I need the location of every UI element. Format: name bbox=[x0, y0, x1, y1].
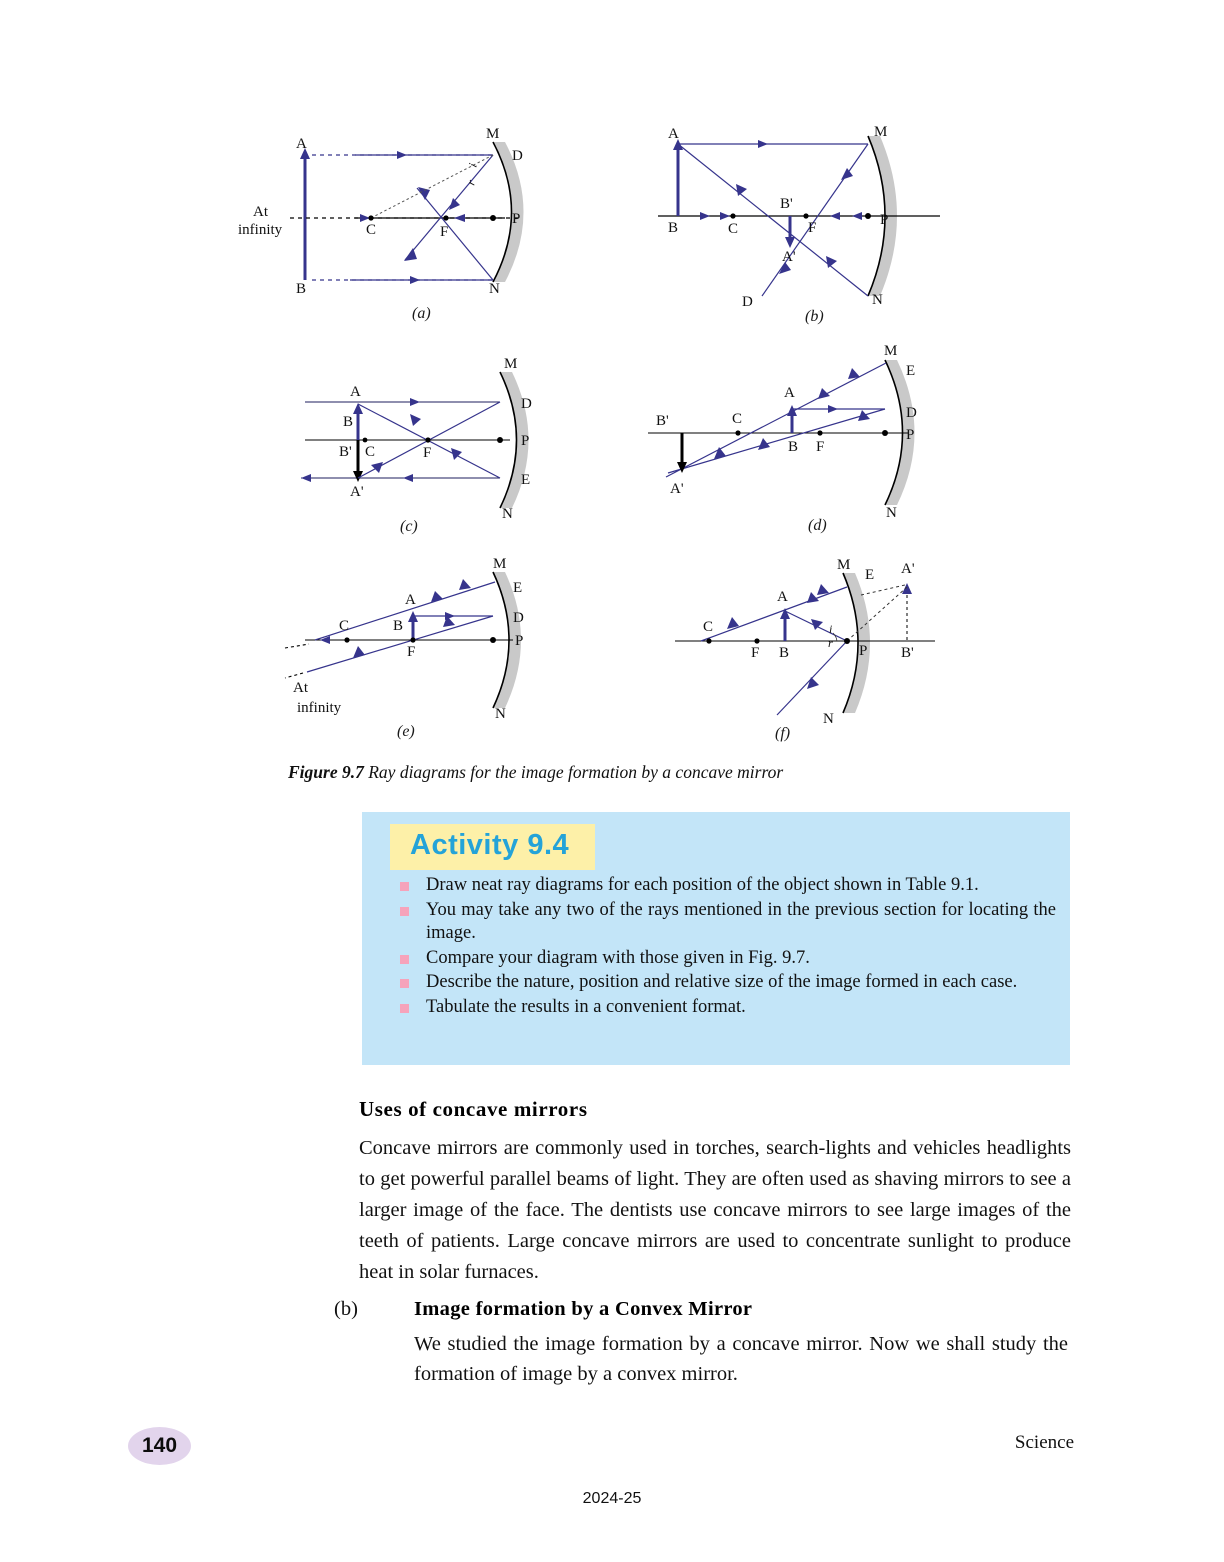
activity-title: Activity 9.4 bbox=[410, 829, 570, 861]
activity-box bbox=[362, 812, 1070, 1065]
svg-text:F: F bbox=[808, 220, 817, 236]
svg-text:P: P bbox=[880, 212, 889, 228]
svg-text:N: N bbox=[872, 292, 883, 308]
page-number: 140 bbox=[141, 1434, 178, 1457]
svg-text:N: N bbox=[886, 505, 897, 521]
svg-text:B': B' bbox=[339, 444, 352, 460]
ray-diagram-panel-d bbox=[640, 343, 940, 534]
svg-text:P: P bbox=[906, 427, 915, 443]
activity-list-item bbox=[384, 996, 1056, 1020]
svg-text:N: N bbox=[495, 706, 506, 722]
svg-text:M: M bbox=[837, 557, 851, 573]
figure-caption-text: Ray diagrams for the image formation by a concave mirror bbox=[363, 762, 784, 782]
activity-list-item bbox=[384, 971, 1056, 995]
svg-text:B: B bbox=[296, 281, 307, 297]
section-b-paragraph: We studied the image formation by a concave mirror. Now we shall study the formation of image by a convex mirror. bbox=[414, 1333, 1068, 1385]
svg-text:C: C bbox=[703, 619, 714, 635]
svg-text:C: C bbox=[365, 444, 376, 460]
svg-text:N: N bbox=[489, 281, 500, 297]
svg-text:A': A' bbox=[901, 561, 915, 577]
figure-9-7 bbox=[0, 0, 1224, 760]
svg-text:B': B' bbox=[656, 413, 669, 429]
svg-text:N: N bbox=[823, 711, 834, 727]
square-bullet-icon bbox=[400, 955, 409, 964]
svg-text:D: D bbox=[742, 294, 753, 310]
activity-list-item bbox=[384, 947, 1056, 971]
svg-text:M: M bbox=[874, 124, 888, 140]
figure-caption-number: Figure 9.7 bbox=[288, 762, 364, 782]
svg-text:B: B bbox=[779, 645, 790, 661]
section-b-title: Image formation by a Convex Mirror bbox=[414, 1298, 753, 1320]
svg-text:r: r bbox=[828, 636, 833, 650]
panel-label-d: (d) bbox=[808, 517, 827, 534]
activity-list-item bbox=[384, 899, 1056, 946]
svg-text:At: At bbox=[253, 204, 268, 220]
panel-label-a: (a) bbox=[412, 305, 431, 322]
svg-text:F: F bbox=[751, 645, 760, 661]
activity-list-item bbox=[384, 874, 1056, 898]
footer-year: 2024-25 bbox=[582, 1490, 642, 1507]
svg-text:F: F bbox=[816, 439, 825, 455]
svg-text:A: A bbox=[668, 126, 679, 142]
svg-text:F: F bbox=[440, 224, 449, 240]
svg-text:P: P bbox=[521, 433, 530, 449]
svg-text:infinity: infinity bbox=[297, 700, 342, 716]
svg-text:A: A bbox=[784, 385, 795, 401]
svg-text:M: M bbox=[493, 556, 507, 572]
ray-diagram-panel-b bbox=[650, 124, 950, 325]
svg-text:M: M bbox=[884, 343, 898, 359]
svg-text:C: C bbox=[732, 411, 743, 427]
activity-item-text: Tabulate the results in a convenient format. bbox=[426, 996, 746, 1017]
svg-text:D: D bbox=[521, 396, 532, 412]
svg-text:A: A bbox=[405, 592, 416, 608]
uses-of-concave-mirrors-paragraph: Concave mirrors are commonly used in torches, search-lights and vehicles headlights to get powerful parallel beams of light. They are often used as shaving mirrors to see a larger image of the face. The dentists use concave mirrors to see large images of the teeth of patients. Large concave mirrors are used to concentrate sunlight to produce heat in solar furnaces. bbox=[359, 1137, 1071, 1283]
svg-text:i: i bbox=[465, 161, 480, 169]
figure-caption bbox=[288, 762, 1088, 783]
svg-text:P: P bbox=[859, 643, 868, 659]
svg-text:At: At bbox=[293, 680, 308, 696]
square-bullet-icon bbox=[400, 979, 409, 988]
svg-text:i: i bbox=[829, 622, 833, 636]
svg-text:M: M bbox=[486, 126, 500, 142]
svg-text:F: F bbox=[407, 644, 416, 660]
svg-text:A': A' bbox=[350, 484, 364, 500]
activity-item-text: Draw neat ray diagrams for each position of the object shown in Table 9.1. bbox=[426, 875, 979, 895]
ray-diagram-panel-e bbox=[285, 556, 575, 740]
svg-text:r: r bbox=[463, 178, 479, 187]
panel-label-f: (f) bbox=[775, 725, 791, 742]
svg-text:B: B bbox=[343, 414, 354, 430]
svg-text:P: P bbox=[515, 633, 524, 649]
uses-of-concave-mirrors-heading: Uses of concave mirrors bbox=[359, 1097, 588, 1121]
svg-text:N: N bbox=[502, 506, 513, 522]
svg-text:C: C bbox=[339, 618, 350, 634]
square-bullet-icon bbox=[400, 907, 409, 916]
activity-item-text: Compare your diagram with those given in Fig. 9.7. bbox=[426, 947, 810, 968]
svg-text:E: E bbox=[865, 567, 875, 583]
activity-list bbox=[384, 874, 1056, 1020]
ray-diagram-panel-f bbox=[665, 555, 955, 742]
ray-diagram-panel-a bbox=[238, 126, 550, 322]
svg-text:E: E bbox=[521, 472, 531, 488]
svg-text:B: B bbox=[788, 439, 799, 455]
panel-label-e: (e) bbox=[397, 723, 415, 740]
svg-text:B': B' bbox=[901, 645, 914, 661]
svg-text:A: A bbox=[296, 136, 307, 152]
svg-text:D: D bbox=[906, 405, 917, 421]
svg-text:E: E bbox=[906, 363, 916, 379]
panel-label-c: (c) bbox=[400, 518, 418, 535]
svg-text:infinity: infinity bbox=[238, 222, 283, 238]
section-b-marker: (b) bbox=[334, 1298, 358, 1320]
square-bullet-icon bbox=[400, 1004, 409, 1013]
activity-item-text: Describe the nature, position and relative size of the image formed in each case. bbox=[426, 972, 1018, 992]
activity-item-text: You may take any two of the rays mentioned in the previous section for locating the image. bbox=[426, 899, 1056, 943]
svg-text:D: D bbox=[513, 610, 524, 626]
ray-diagram-panel-c bbox=[295, 356, 565, 535]
activity-title-chip bbox=[390, 824, 595, 870]
square-bullet-icon bbox=[400, 882, 409, 891]
svg-text:B: B bbox=[668, 220, 679, 236]
svg-text:B: B bbox=[393, 618, 404, 634]
panel-label-b: (b) bbox=[805, 308, 824, 325]
page-number-badge bbox=[128, 1427, 191, 1465]
svg-text:A': A' bbox=[670, 481, 684, 497]
svg-text:C: C bbox=[366, 222, 377, 238]
svg-text:C: C bbox=[728, 221, 739, 237]
svg-text:M: M bbox=[504, 356, 518, 372]
svg-text:A: A bbox=[350, 384, 361, 400]
svg-text:B': B' bbox=[780, 196, 793, 212]
svg-text:F: F bbox=[423, 445, 432, 461]
svg-text:E: E bbox=[513, 580, 523, 596]
svg-text:A: A bbox=[777, 589, 788, 605]
svg-text:P: P bbox=[512, 211, 521, 227]
svg-text:D: D bbox=[512, 148, 523, 164]
footer-subject: Science bbox=[1014, 1432, 1074, 1453]
svg-text:A': A' bbox=[782, 249, 796, 265]
